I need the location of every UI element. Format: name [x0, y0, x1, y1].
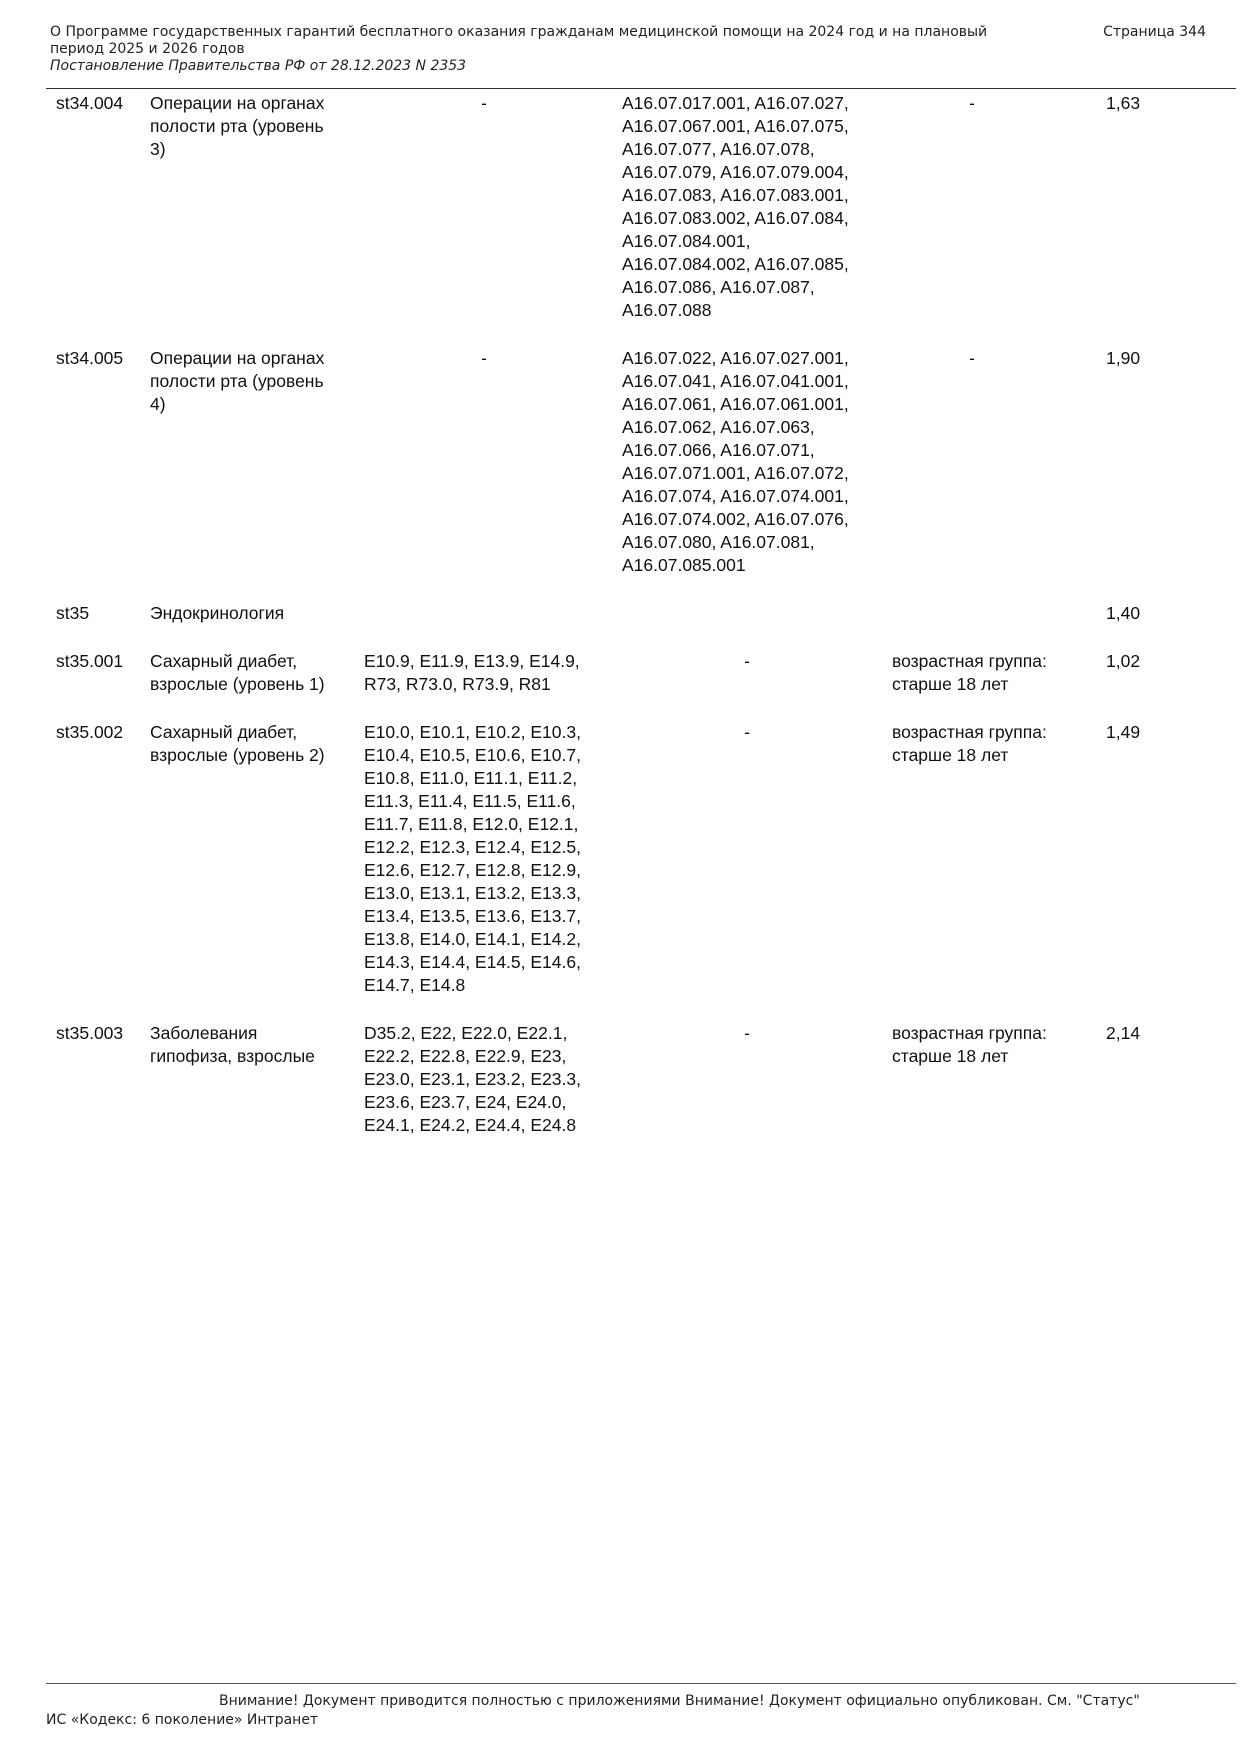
service-line: A16.07.083.002, A16.07.084,	[622, 208, 849, 228]
icd-line: E14.3, E14.4, E14.5, E14.6,	[364, 952, 581, 972]
row-name-line: взрослые (уровень 1)	[150, 674, 325, 694]
page-header	[50, 24, 1206, 75]
table-row	[56, 721, 1166, 997]
icd-line: E10.9, E11.9, E13.9, E14.9,	[364, 651, 580, 671]
row-other-criteria	[892, 721, 1082, 767]
row-name-line: Эндокринология	[150, 603, 285, 623]
document-title	[50, 24, 1040, 58]
footer-divider	[46, 1683, 1236, 1684]
icd-line: E12.2, E12.3, E12.4, E12.5,	[364, 837, 581, 857]
row-icd-codes	[364, 650, 604, 696]
icd-line: E10.0, E10.1, E10.2, E10.3,	[364, 722, 581, 742]
service-line: A16.07.086, A16.07.087,	[622, 277, 815, 297]
icd-line: E13.8, E14.0, E14.1, E14.2,	[364, 929, 581, 949]
row-service-codes: -	[744, 1023, 750, 1043]
row-code: st35.001	[56, 651, 124, 671]
criteria-line: старше 18 лет	[892, 1046, 1009, 1066]
row-service-codes: -	[744, 651, 750, 671]
row-name-line: 3)	[150, 139, 166, 159]
criteria-line: старше 18 лет	[892, 745, 1009, 765]
table-row	[56, 602, 1166, 625]
service-line: A16.07.062, A16.07.063,	[622, 417, 815, 437]
decree-reference: Постановление Правительства РФ от 28.12.2023 N 2353	[50, 58, 467, 74]
icd-line: E13.0, E13.1, E13.2, E13.3,	[364, 883, 581, 903]
row-icd-codes	[364, 1022, 604, 1137]
row-name	[150, 347, 350, 416]
service-line: A16.07.088	[622, 300, 712, 320]
icd-line: D35.2, E22, E22.0, E22.1,	[364, 1023, 568, 1043]
row-coefficient: 1,90	[1106, 348, 1141, 368]
tariff-table	[56, 92, 1166, 1162]
document-title-line: период 2025 и 2026 годов	[50, 41, 245, 57]
row-name-line: полости рта (уровень	[150, 371, 324, 391]
criteria-line: старше 18 лет	[892, 674, 1009, 694]
row-name-line: полости рта (уровень	[150, 116, 324, 136]
header-divider	[46, 88, 1236, 89]
service-line: A16.07.074, A16.07.074.001,	[622, 486, 849, 506]
row-name-line: Операции на органах	[150, 348, 325, 368]
row-name	[150, 650, 350, 696]
row-coefficient: 1,02	[1106, 651, 1141, 671]
service-line: A16.07.084.001,	[622, 231, 751, 251]
row-service-codes	[622, 347, 872, 577]
table-row	[56, 92, 1166, 322]
service-line: A16.07.077, A16.07.078,	[622, 139, 815, 159]
icd-line: E10.4, E10.5, E10.6, E10.7,	[364, 745, 581, 765]
row-name	[150, 721, 350, 767]
row-coefficient: 1,40	[1106, 603, 1141, 623]
row-icd-codes: -	[481, 93, 487, 113]
service-line: A16.07.074.002, A16.07.076,	[622, 509, 849, 529]
row-name-line: Сахарный диабет,	[150, 651, 298, 671]
service-line: A16.07.017.001, A16.07.027,	[622, 93, 849, 113]
row-service-codes: -	[744, 722, 750, 742]
row-other-criteria	[892, 650, 1082, 696]
icd-line: E22.2, E22.8, E22.9, E23,	[364, 1046, 567, 1066]
row-name	[150, 602, 350, 625]
row-code: st35	[56, 603, 90, 623]
icd-line: E24.1, E24.2, E24.4, E24.8	[364, 1115, 577, 1135]
page-footer	[46, 1692, 1196, 1730]
publication-notice: Внимание! Документ приводится полностью с приложениями Внимание! Документ официально опубликован. См. "Статус"	[219, 1693, 1140, 1709]
row-service-codes	[622, 92, 872, 322]
criteria-line: возрастная группа:	[892, 722, 1047, 742]
row-name-line: Заболевания	[150, 1023, 258, 1043]
row-coefficient: 1,63	[1106, 93, 1141, 113]
row-name	[150, 1022, 350, 1068]
icd-line: E23.0, E23.1, E23.2, E23.3,	[364, 1069, 581, 1089]
service-line: A16.07.061, A16.07.061.001,	[622, 394, 849, 414]
row-code: st34.004	[56, 93, 124, 113]
system-name: ИС «Кодекс: 6 поколение» Интранет	[46, 1712, 319, 1728]
table-row	[56, 347, 1166, 577]
service-line: A16.07.083, A16.07.083.001,	[622, 185, 849, 205]
service-line: A16.07.085.001	[622, 555, 746, 575]
row-other-criteria	[892, 1022, 1082, 1068]
criteria-line: возрастная группа:	[892, 651, 1047, 671]
row-code: st35.002	[56, 722, 124, 742]
table-row	[56, 650, 1166, 696]
row-coefficient: 1,49	[1106, 722, 1141, 742]
service-line: A16.07.022, A16.07.027.001,	[622, 348, 849, 368]
icd-line: E13.4, E13.5, E13.6, E13.7,	[364, 906, 581, 926]
icd-line: E11.3, E11.4, E11.5, E11.6,	[364, 791, 576, 811]
service-line: A16.07.067.001, A16.07.075,	[622, 116, 849, 136]
service-line: A16.07.071.001, A16.07.072,	[622, 463, 849, 483]
icd-line: E23.6, E23.7, E24, E24.0,	[364, 1092, 567, 1112]
icd-line: E11.7, E11.8, E12.0, E12.1,	[364, 814, 579, 834]
icd-line: E14.7, E14.8	[364, 975, 466, 995]
table-row	[56, 1022, 1166, 1137]
row-code: st35.003	[56, 1023, 124, 1043]
row-icd-codes	[364, 721, 604, 997]
row-name-line: Сахарный диабет,	[150, 722, 298, 742]
service-line: A16.07.080, A16.07.081,	[622, 532, 815, 552]
service-line: A16.07.041, A16.07.041.001,	[622, 371, 849, 391]
row-other-criteria: -	[969, 348, 975, 368]
service-line: A16.07.079, A16.07.079.004,	[622, 162, 849, 182]
row-name	[150, 92, 350, 161]
icd-line: E12.6, E12.7, E12.8, E12.9,	[364, 860, 581, 880]
icd-line: E10.8, E11.0, E11.1, E11.2,	[364, 768, 578, 788]
row-coefficient: 2,14	[1106, 1023, 1141, 1043]
document-title-line: О Программе государственных гарантий бесплатного оказания гражданам медицинской помощи на 2024 год и на плановый	[50, 24, 988, 40]
row-other-criteria: -	[969, 93, 975, 113]
row-name-line: 4)	[150, 394, 166, 414]
icd-line: R73, R73.0, R73.9, R81	[364, 674, 551, 694]
service-line: A16.07.066, A16.07.071,	[622, 440, 815, 460]
row-name-line: Операции на органах	[150, 93, 325, 113]
row-name-line: гипофиза, взрослые	[150, 1046, 315, 1066]
criteria-line: возрастная группа:	[892, 1023, 1047, 1043]
row-code: st34.005	[56, 348, 124, 368]
row-name-line: взрослые (уровень 2)	[150, 745, 325, 765]
service-line: A16.07.084.002, A16.07.085,	[622, 254, 849, 274]
row-icd-codes: -	[481, 348, 487, 368]
page-number: Страница 344	[1103, 24, 1206, 40]
